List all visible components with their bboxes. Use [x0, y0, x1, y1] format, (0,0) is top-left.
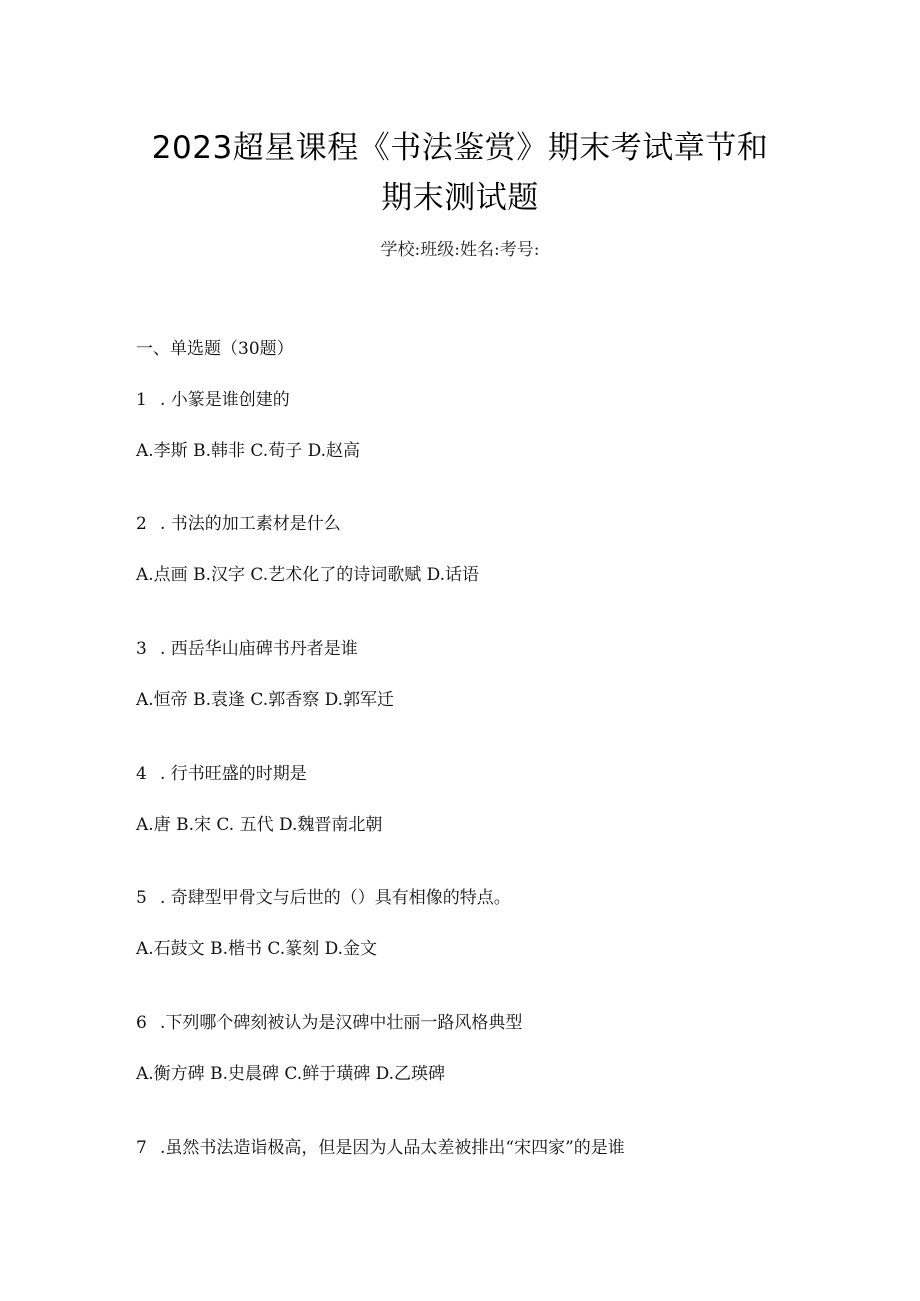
question-number: 3: [136, 639, 147, 659]
question-6-options: A.衡方碑 B.史晨碑 C.鲜于璜碑 D.乙瑛碑: [136, 1064, 446, 1084]
question-5: [136, 886, 511, 910]
question-text: .下列哪个碑刻被认为是汉碑中壮丽一路风格典型: [160, 1013, 523, 1033]
question-number: 5: [136, 888, 147, 908]
page-title-line-1: 2023超星课程《书法鉴赏》期末考试章节和: [151, 130, 769, 166]
question-text: . 奇肆型甲骨文与后世的（）具有相像的特点。: [160, 888, 511, 908]
question-number: 4: [136, 764, 147, 784]
question-number: 1: [136, 390, 147, 410]
question-number: 2: [136, 514, 147, 534]
question-7: [136, 1136, 625, 1160]
question-text: . 书法的加工素材是什么: [160, 514, 341, 534]
question-text: . 西岳华山庙碑书丹者是谁: [160, 639, 358, 659]
question-2-options: A.点画 B.汉字 C.艺术化了的诗词歌赋 D.话语: [136, 565, 480, 585]
question-1-options: A.李斯 B.韩非 C.荀子 D.赵高: [136, 441, 361, 461]
question-text: . 小篆是谁创建的: [160, 390, 290, 410]
question-number: 7: [136, 1138, 147, 1158]
question-3-options: A.恒帝 B.袁逢 C.郭香察 D.郭军迁: [136, 690, 395, 710]
section-heading: 一、单选题（30题）: [136, 339, 294, 359]
question-text: .虽然书法造诣极高，但是因为人品太差被排出“宋四家”的是谁: [160, 1138, 625, 1158]
question-3: [136, 637, 358, 661]
question-number: 6: [136, 1013, 147, 1033]
page-title-line-2: 期末测试题: [381, 180, 539, 216]
question-4-options: A.唐 B.宋 C. 五代 D.魏晋南北朝: [136, 815, 383, 835]
question-6: [136, 1011, 522, 1035]
question-2: [136, 512, 341, 536]
student-info-fields: 学校:班级:姓名:考号:: [380, 240, 540, 260]
question-4: [136, 762, 307, 786]
question-5-options: A.石鼓文 B.楷书 C.篆刻 D.金文: [136, 939, 378, 959]
question-1: [136, 388, 290, 412]
question-text: . 行书旺盛的时期是: [160, 764, 307, 784]
